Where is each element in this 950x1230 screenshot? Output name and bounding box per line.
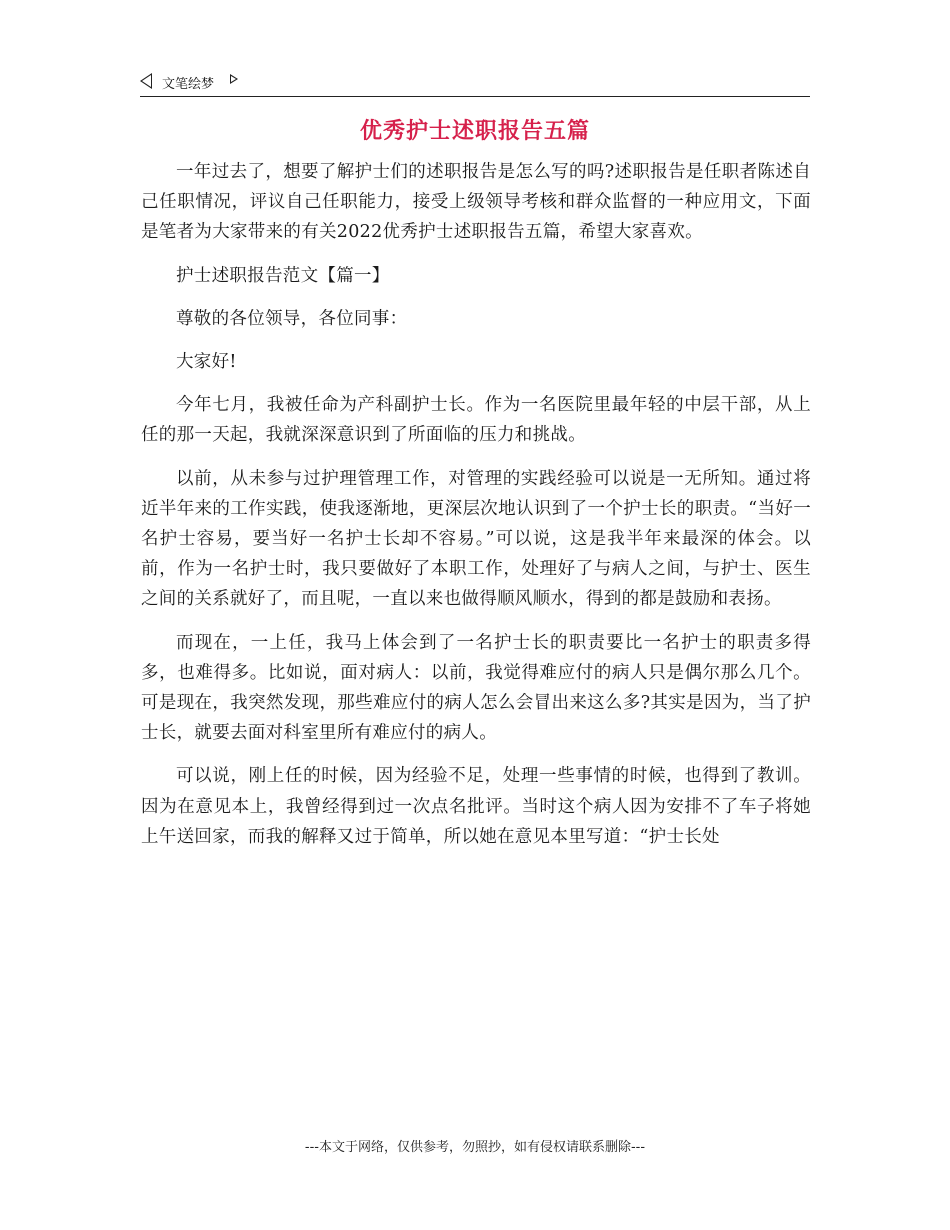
- section-heading: 护士述职报告范文【篇一】: [176, 265, 390, 286]
- document-body: [141, 157, 811, 865]
- greeting: 大家好!: [176, 352, 237, 373]
- salutation: 尊敬的各位领导，各位同事：: [176, 308, 408, 329]
- body-paragraph: 今年七月，我被任命为产科副护士长。作为一名医院里最年轻的中层干部，从上任的那一天起，我就深深意识到了所面临的压力和挑战。: [141, 395, 811, 446]
- brand-label: 文笔绘梦: [162, 77, 215, 92]
- footer-notice: ---本文于网络，仅供参考，勿照抄，如有侵权请联系删除---: [304, 1140, 646, 1155]
- body-paragraph: 以前，从未参与过护理管理工作，对管理的实践经验可以说是一无所知。通过将近半年来的工作实践，使我逐渐地，更深层次地认识到了一个护士长的职责。“当好一名护士容易，要当好一名护士长却不容易。”可以说，这是我半年来最深的体会。以前，作为一名护士时，我只要做好了本职工作，处理好了与病人之间，与护士、医生之间的关系就好了，而且呢，一直以来也做得顺风顺水，得到的都是鼓励和表扬。: [141, 468, 811, 610]
- body-paragraph: 可以说，刚上任的时候，因为经验不足，处理一些事情的时候，也得到了教训。因为在意见本上，我曾经得到过一次点名批评。当时这个病人因为安排不了车子将她上午送回家，而我的解释又过于简单，所以她在意见本里写道：“护士长处: [141, 766, 811, 847]
- document-title: 优秀护士述职报告五篇: [359, 119, 590, 144]
- right-triangle-icon: [230, 74, 238, 84]
- document-header: [140, 72, 810, 97]
- left-triangle-icon: [140, 73, 152, 89]
- body-paragraph: 而现在，一上任，我马上体会到了一名护士长的职责要比一名护士的职责多得多，也难得多。比如说，面对病人：以前，我觉得难应付的病人只是偶尔那么几个。可是现在，我突然发现，那些难应付的病人怎么会冒出来这么多?其实是因为，当了护士长，就要去面对科室里所有难应付的病人。: [141, 632, 811, 744]
- intro-paragraph: 一年过去了，想要了解护士们的述职报告是怎么写的吗?述职报告是任职者陈述自己任职情况，评议自己任职能力，接受上级领导考核和群众监督的一种应用文，下面是笔者为大家带来的有关2022优秀护士述职报告五篇，希望大家喜欢。: [141, 162, 811, 243]
